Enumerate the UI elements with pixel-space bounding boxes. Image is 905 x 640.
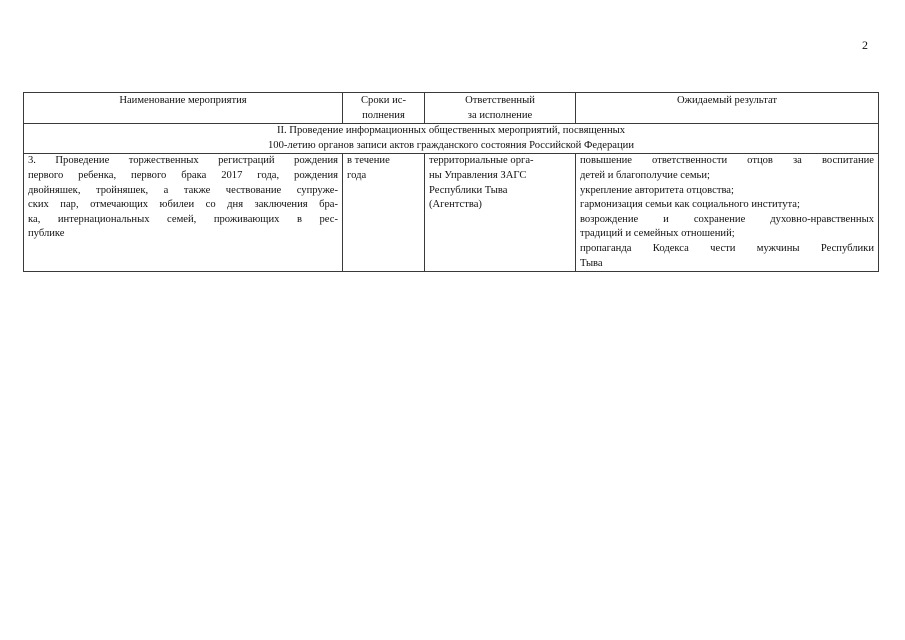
result-line: возрождение и сохранение духовно-нравственных: [580, 213, 874, 225]
header-responsible-line-2: за исполнение: [467, 109, 533, 121]
responsible-line: ны Управления ЗАГС: [429, 169, 527, 181]
header-responsible-line-1: Ответственный: [465, 95, 535, 106]
page-number: 2: [862, 38, 868, 52]
event-name-line: 3. Проведение торжественных регистраций рождения: [28, 155, 338, 167]
responsible-line: (Агентства): [429, 199, 482, 211]
header-term-line-1: Сроки ис-: [360, 95, 407, 106]
cell-term: [343, 154, 425, 272]
section-title: [24, 124, 879, 154]
result-line: пропаганда Кодекса чести мужчины Республики: [580, 242, 874, 254]
event-name-line: ских пар, отмечающих юбилеи со дня заключения бра-: [28, 199, 338, 211]
responsible-line: Республики Тыва: [429, 184, 508, 196]
header-expected-result-label: Ожидаемый результат: [676, 95, 778, 106]
section-row: [24, 124, 879, 154]
header-term-line-2: полнения: [362, 109, 405, 121]
header-term: [343, 93, 425, 124]
event-name-line: публике: [28, 228, 65, 240]
term-line: в течение: [347, 155, 390, 167]
events-table: [23, 92, 879, 272]
event-name-line: ка, интернациональных семей, проживающих в рес-: [28, 213, 338, 225]
header-responsible: [425, 93, 576, 124]
section-title-line-2: 100-летию органов записи актов гражданского состояния Российской Федерации: [267, 139, 634, 151]
result-line: детей и благополучие семьи;: [580, 169, 710, 181]
event-name-line: первого ребенка, первого брака 2017 года, рождения: [28, 169, 338, 181]
cell-event-name: [24, 154, 343, 272]
header-event-name: [24, 93, 343, 124]
header-event-name-label: Наименование мероприятия: [119, 95, 247, 106]
table-header-row: [24, 93, 879, 124]
result-line: укрепление авторитета отцовства;: [580, 184, 734, 196]
cell-responsible: [425, 154, 576, 272]
table-row: [24, 154, 879, 272]
cell-expected-result: [576, 154, 879, 272]
responsible-line: территориальные орга-: [429, 155, 534, 167]
result-line: повышение ответственности отцов за воспитание: [580, 155, 874, 167]
header-expected-result: [576, 93, 879, 124]
term-line: года: [347, 169, 367, 181]
result-line: гармонизация семьи как социального института;: [580, 199, 800, 211]
result-line: Тыва: [580, 257, 603, 269]
section-title-line-1: II. Проведение информационных общественных мероприятий, посвященных: [276, 125, 626, 137]
event-name-line: двойняшек, тройняшек, а также чествование супруже-: [28, 184, 338, 196]
result-line: традиций и семейных отношений;: [580, 228, 735, 240]
